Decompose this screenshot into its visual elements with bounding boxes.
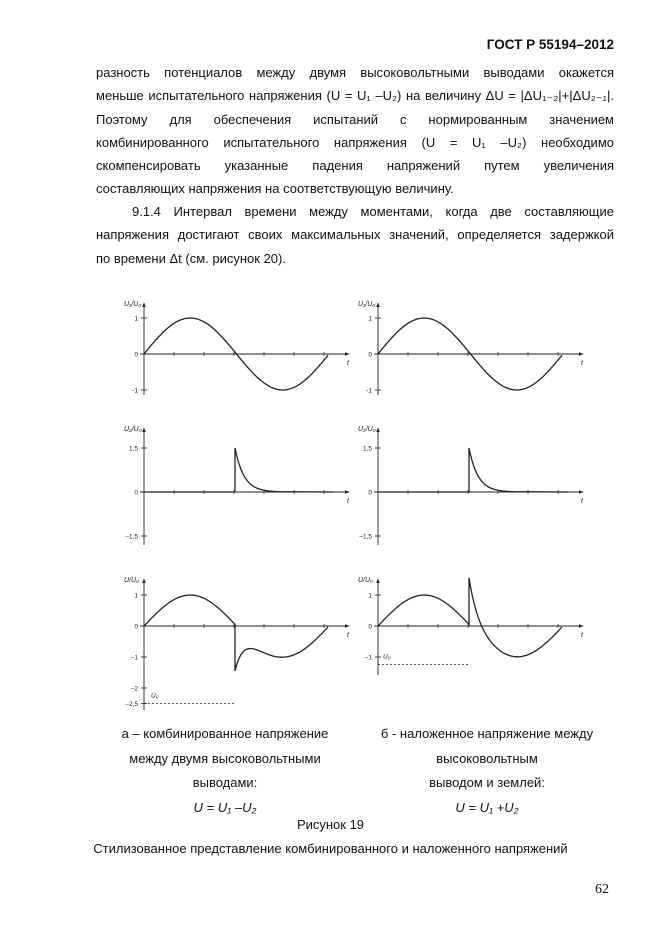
y-tick-label: 0 [134, 489, 138, 497]
caption-a-line: а – комбинированное напряжение [121, 726, 329, 741]
u0-label: U₀ [151, 692, 159, 700]
y-tick-label: 1 [368, 592, 372, 600]
caption-a-formula: U = U₁ –U₂ [193, 799, 257, 815]
text-line: напряжения достигают своих максимальных значений, определяется задержкой [96, 227, 614, 243]
text-line: скомпенсировать указанные падения напряжений путем увеличения [96, 158, 614, 174]
text-line: меньше испытательного напряжения (U = U₁ –U₂) на величину ΔU = |ΔU₁₋₂|+|ΔU₂₋₁|. [96, 88, 614, 104]
y-tick-label: –2,5 [125, 701, 138, 708]
text-line: по времени Δt (см. рисунок 20). [96, 250, 286, 266]
x-axis-label: t [581, 360, 583, 367]
u-combined-curve [144, 595, 328, 671]
caption-b-formula: U = U₁ +U₂ [455, 799, 519, 815]
u2-impulse-curve-a [144, 448, 334, 492]
x-axis-label: t [347, 360, 349, 367]
x-axis-label: t [581, 632, 583, 639]
y-tick-label: 1 [134, 315, 138, 323]
u0-label: U₀ [383, 653, 391, 661]
y-tick-label: 1 [134, 592, 138, 600]
y-axis-label: U₂/U₀ [124, 426, 142, 433]
y-tick-label: -1 [132, 387, 138, 395]
u-superimposed-curve [378, 578, 562, 657]
y-axis-label: U₁/U₀ [124, 301, 142, 308]
y-tick-label: 1,5 [362, 445, 372, 453]
text-line: Поэтому для обеспечения испытаний с нормированным значением [96, 111, 614, 127]
caption-b-line: выводом и землей: [429, 775, 545, 790]
y-tick-label: 1,5 [128, 445, 138, 453]
y-axis-label: U₂/U₀ [358, 426, 376, 433]
text-line: 9.1.4 Интервал времени между моментами, когда две составляющие [132, 204, 614, 219]
y-tick-label: 1 [368, 315, 372, 323]
y-tick-label: –1 [130, 654, 138, 662]
caption-b-line: б - наложенное напряжение между [380, 726, 594, 741]
y-tick-label: -1 [366, 387, 372, 395]
y-tick-label: 0 [368, 489, 372, 497]
figure-number: Рисунок 19 [296, 817, 365, 832]
text-line: составляющих напряжения на соответствующую величину. [96, 181, 454, 197]
y-tick-label: –1,5 [125, 533, 138, 541]
document-header: ГОСТ Р 55194–2012 [486, 37, 614, 52]
x-axis-label: t [581, 498, 583, 505]
caption-a-line: выводами: [192, 775, 258, 790]
y-tick-label: –2 [130, 685, 138, 693]
y-tick-label: –1 [364, 654, 372, 662]
text-line: комбинированного испытательного напряжения (U = U₁ –U₂) необходимо [96, 134, 614, 150]
y-axis-label: U₁/U₀ [358, 301, 376, 308]
caption-a [100, 722, 350, 820]
y-tick-label: 0 [134, 623, 138, 631]
figure-title: Стилизованное представление комбинированного и наложенного напряжений [93, 841, 568, 856]
caption-b [362, 722, 612, 820]
y-tick-label: 0 [368, 351, 372, 359]
y-axis-label: U/U₀ [124, 577, 140, 584]
text-line: разность потенциалов между двумя высоковольтными выводами окажется [96, 65, 614, 80]
y-axis-label: U/U₀ [358, 577, 374, 584]
page-number: 62 [595, 882, 609, 897]
y-tick-label: –1,5 [359, 533, 372, 541]
y-tick-label: 0 [368, 623, 372, 631]
y-tick-label: 0 [134, 351, 138, 359]
x-axis-label: t [347, 498, 349, 505]
caption-a-line: между двумя высоковольтными [129, 750, 321, 766]
caption-b-line: высоковольтным [436, 750, 538, 766]
u2-impulse-curve-b [378, 448, 568, 492]
x-axis-label: t [347, 632, 349, 639]
